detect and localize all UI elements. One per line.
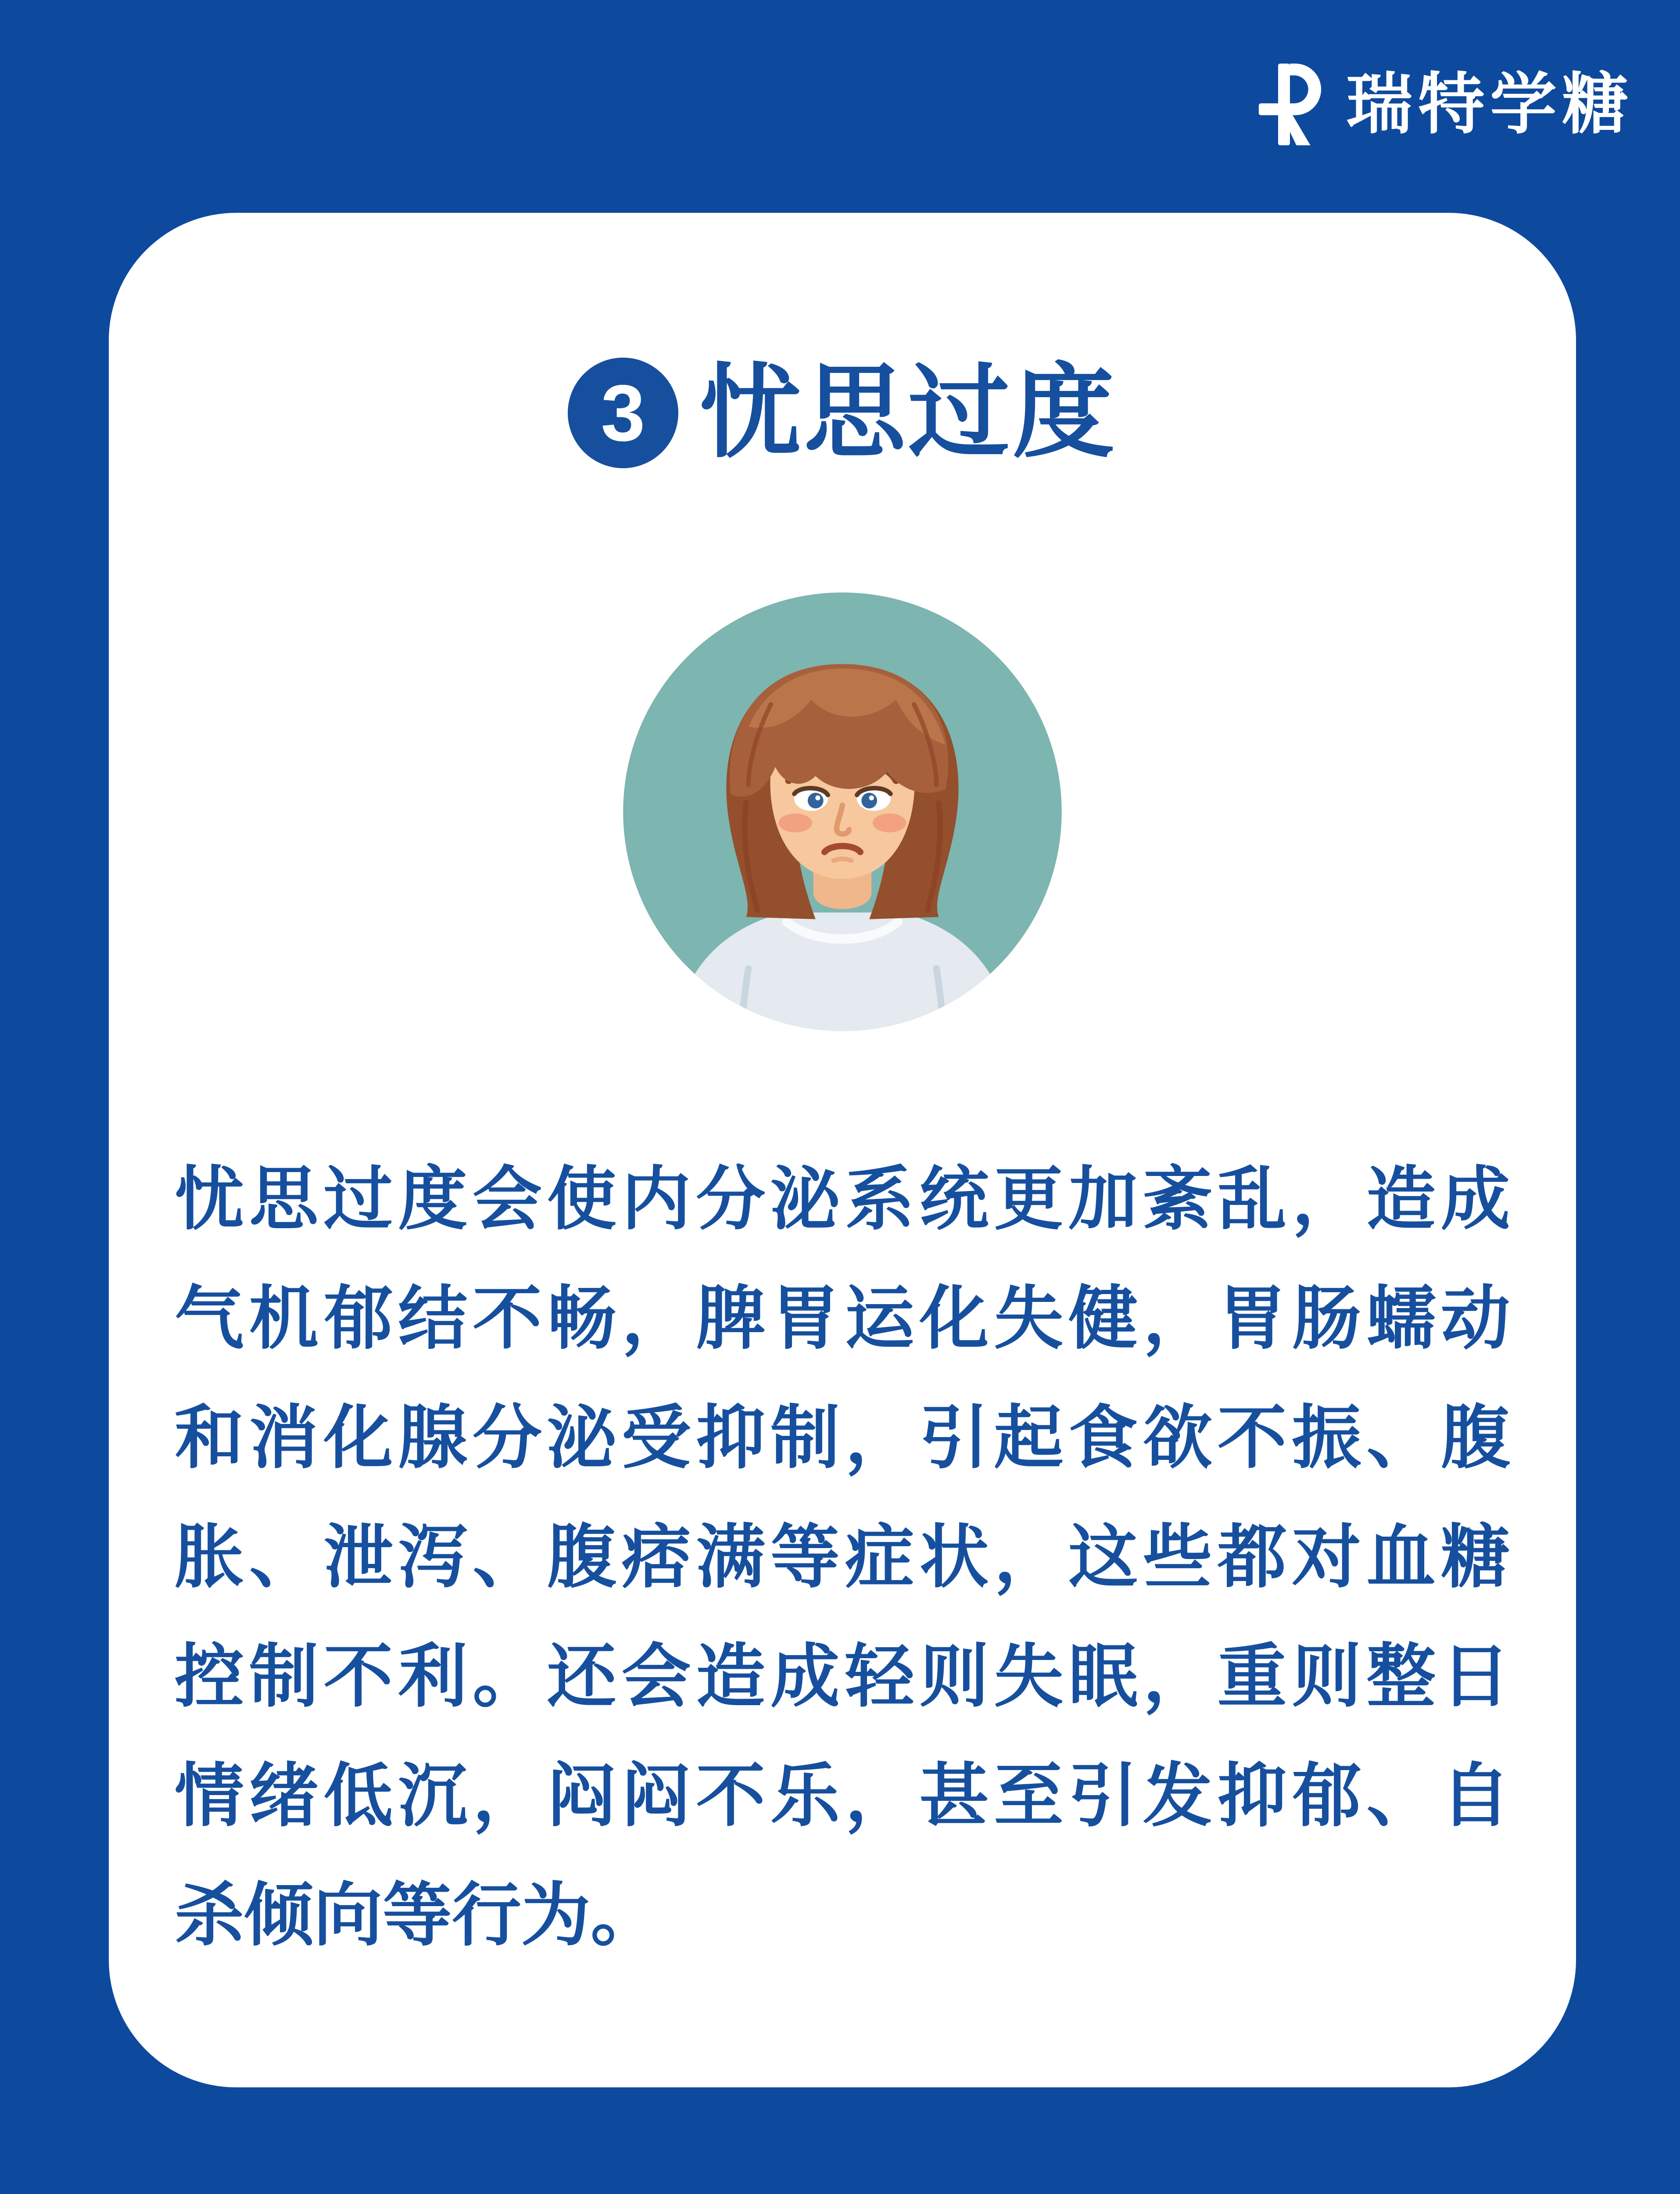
worried-woman-avatar-svg [619,588,1066,1036]
section-title-row [109,358,1576,468]
body-line: 情绪低沉，闷闷不乐，甚至引发抑郁、自 [175,1757,1510,1835]
body-line: 忧思过度会使内分泌系统更加紊乱，造成 [175,1161,1510,1238]
r-logo-icon [1257,57,1323,152]
body-text [175,1140,1510,1975]
brand-logo [1257,57,1634,152]
brand-name: 瑞特学糖 [1346,67,1634,142]
body-line: 控制不利。还会造成轻则失眠，重则整日 [175,1638,1510,1715]
worried-woman-illustration [619,588,1066,1036]
body-line: 杀倾向等行为。 [175,1877,660,1954]
number-badge [568,358,678,468]
content-card [109,213,1576,2087]
badge-number-text: 3 [601,368,645,458]
body-line: 气机郁结不畅，脾胃运化失健，胃肠蠕动 [175,1280,1510,1357]
body-line: 和消化腺分泌受抑制，引起食欲不振、腹 [175,1399,1510,1477]
body-line: 胀、泄泻、腹痞满等症状，这些都对血糖 [175,1519,1510,1596]
page-title: 忧思过度 [699,356,1117,470]
